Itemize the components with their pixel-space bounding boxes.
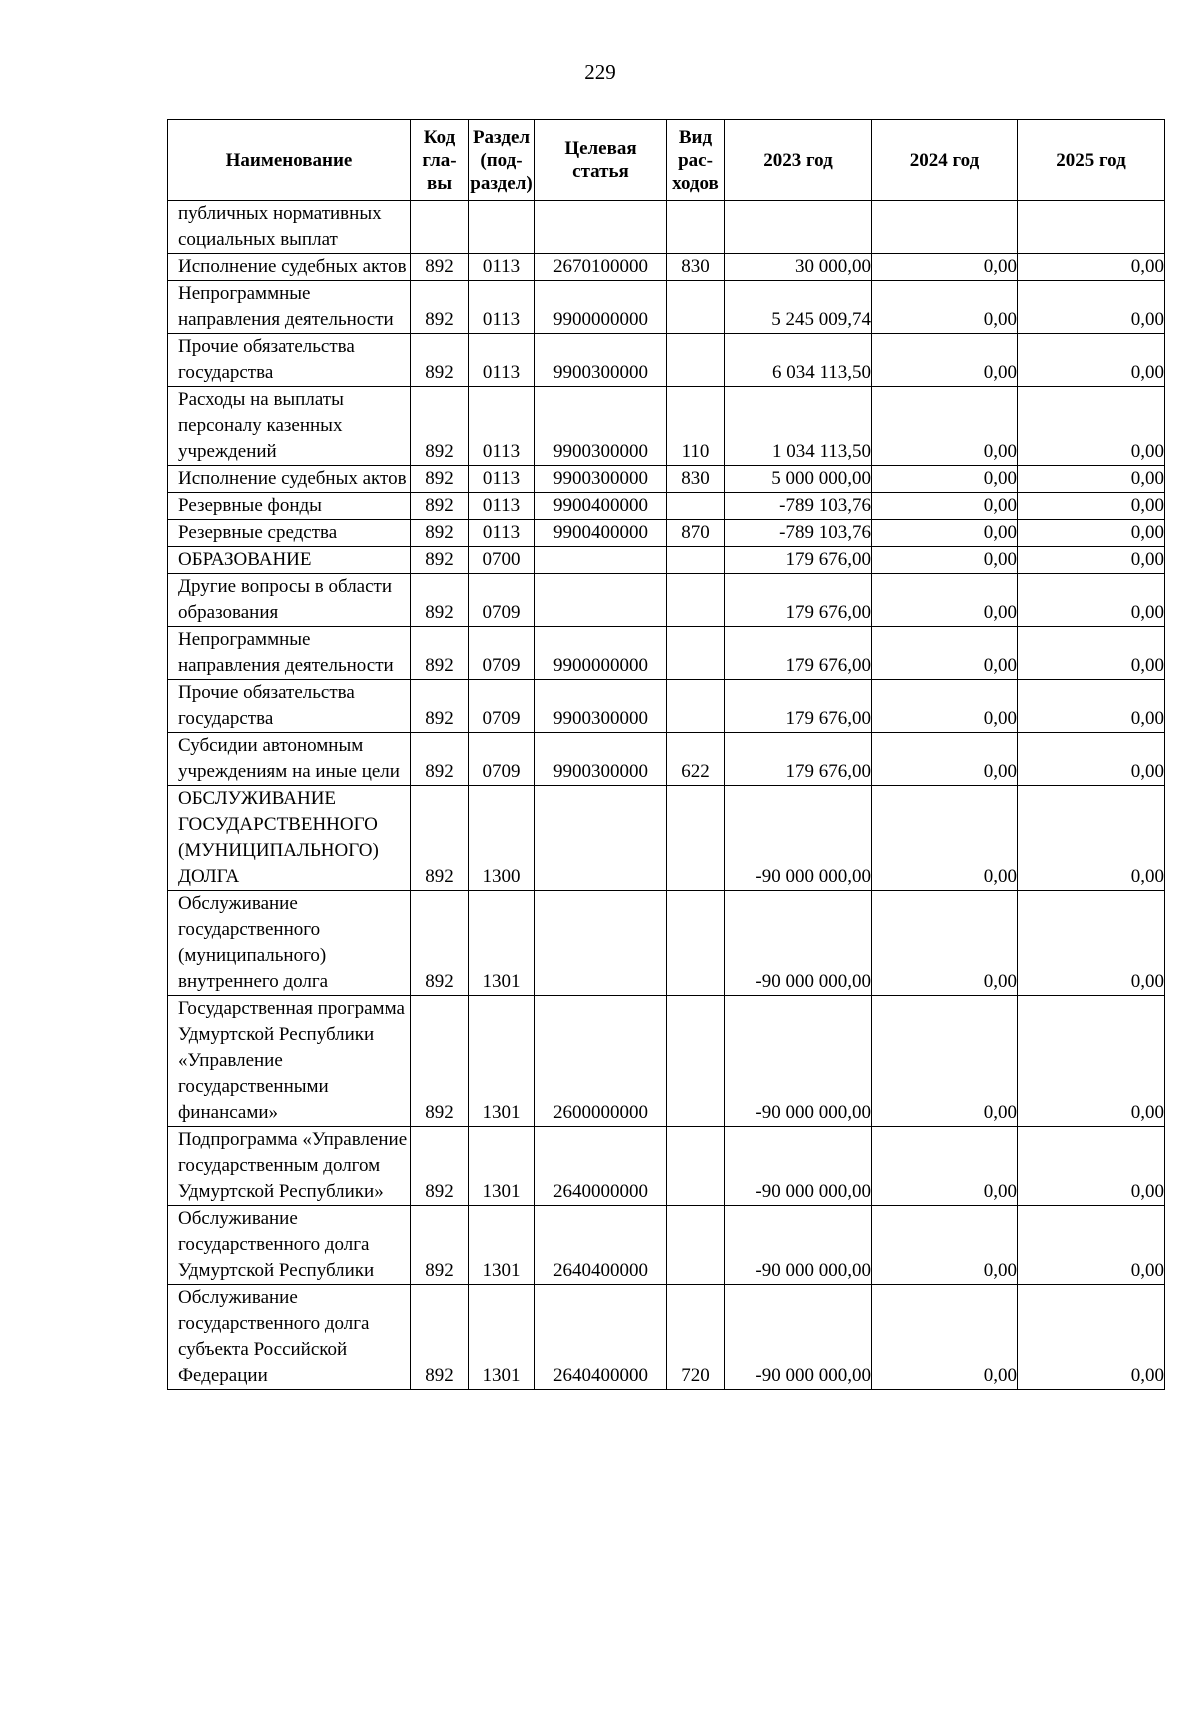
target-article-cell: 9900300000 [535,733,667,786]
name-cell: Прочие обязательства государства [168,680,411,733]
amount-2024-cell: 0,00 [872,786,1018,891]
header-name: Наименование [168,120,411,201]
chapter-code-cell: 892 [411,574,469,627]
chapter-code-cell [411,201,469,254]
header-target-article: Целевая статья [535,120,667,201]
section-cell: 1301 [469,1285,535,1390]
expense-type-cell [667,334,725,387]
amount-2023-cell: 1 034 113,50 [725,387,872,466]
name-cell: ОБРАЗОВАНИЕ [168,547,411,574]
target-article-cell: 9900400000 [535,520,667,547]
amount-2025-cell [1018,201,1165,254]
section-cell: 1301 [469,1127,535,1206]
name-cell: Государственная программа Удмуртской Республики «Управление государственными финансами» [168,996,411,1127]
amount-2025-cell: 0,00 [1018,891,1165,996]
target-article-cell: 9900300000 [535,387,667,466]
table-row [168,574,1165,627]
target-article-cell: 2640400000 [535,1285,667,1390]
name-cell: Другие вопросы в области образования [168,574,411,627]
section-cell: 1301 [469,891,535,996]
amount-2024-cell: 0,00 [872,493,1018,520]
amount-2025-cell: 0,00 [1018,466,1165,493]
chapter-code-cell: 892 [411,680,469,733]
target-article-cell: 2670100000 [535,254,667,281]
section-cell: 1301 [469,1206,535,1285]
chapter-code-cell: 892 [411,334,469,387]
target-article-cell [535,574,667,627]
expense-type-cell [667,786,725,891]
amount-2025-cell: 0,00 [1018,680,1165,733]
expense-type-cell: 720 [667,1285,725,1390]
table-row [168,1127,1165,1206]
expense-type-cell [667,1127,725,1206]
chapter-code-cell: 892 [411,281,469,334]
expense-type-cell: 830 [667,466,725,493]
amount-2023-cell: -90 000 000,00 [725,1206,872,1285]
expense-type-cell [667,1206,725,1285]
table-row [168,1206,1165,1285]
target-article-cell [535,891,667,996]
section-cell: 0709 [469,680,535,733]
amount-2025-cell: 0,00 [1018,334,1165,387]
section-cell: 0113 [469,466,535,493]
table-row [168,387,1165,466]
table-header [168,120,1165,201]
amount-2023-cell: -90 000 000,00 [725,996,872,1127]
expense-type-cell [667,574,725,627]
amount-2023-cell: -90 000 000,00 [725,786,872,891]
amount-2023-cell: -90 000 000,00 [725,1127,872,1206]
amount-2024-cell: 0,00 [872,1206,1018,1285]
expense-type-cell: 830 [667,254,725,281]
amount-2023-cell: 179 676,00 [725,733,872,786]
amount-2024-cell: 0,00 [872,466,1018,493]
expense-type-cell: 622 [667,733,725,786]
expense-type-cell [667,547,725,574]
table-row [168,891,1165,996]
chapter-code-cell: 892 [411,627,469,680]
amount-2024-cell: 0,00 [872,547,1018,574]
header-expense-type: Вид рас-ходов [667,120,725,201]
amount-2025-cell: 0,00 [1018,786,1165,891]
amount-2024-cell: 0,00 [872,574,1018,627]
name-cell: Исполнение судебных актов [168,254,411,281]
chapter-code-cell: 892 [411,254,469,281]
expense-type-cell [667,891,725,996]
expense-type-cell: 870 [667,520,725,547]
amount-2023-cell: -90 000 000,00 [725,891,872,996]
target-article-cell: 9900000000 [535,281,667,334]
chapter-code-cell: 892 [411,891,469,996]
amount-2025-cell: 0,00 [1018,627,1165,680]
amount-2024-cell: 0,00 [872,996,1018,1127]
chapter-code-cell: 892 [411,466,469,493]
table-row [168,733,1165,786]
name-cell: Обслуживание государственного (муниципального) внутреннего долга [168,891,411,996]
expense-type-cell [667,493,725,520]
section-cell: 0709 [469,733,535,786]
amount-2024-cell: 0,00 [872,627,1018,680]
amount-2025-cell: 0,00 [1018,520,1165,547]
expense-type-cell: 110 [667,387,725,466]
name-cell: Резервные средства [168,520,411,547]
amount-2024-cell: 0,00 [872,891,1018,996]
name-cell: Непрограммные направления деятельности [168,627,411,680]
amount-2023-cell: 5 245 009,74 [725,281,872,334]
amount-2025-cell: 0,00 [1018,733,1165,786]
page-number: 229 [584,60,616,84]
chapter-code-cell: 892 [411,1206,469,1285]
expense-type-cell [667,680,725,733]
section-cell: 0113 [469,520,535,547]
amount-2025-cell: 0,00 [1018,1127,1165,1206]
expense-type-cell [667,627,725,680]
amount-2025-cell: 0,00 [1018,574,1165,627]
amount-2023-cell: -90 000 000,00 [725,1285,872,1390]
section-cell: 1301 [469,996,535,1127]
amount-2025-cell: 0,00 [1018,493,1165,520]
section-cell: 1300 [469,786,535,891]
name-cell: Подпрограмма «Управление государственным долгом Удмуртской Республики» [168,1127,411,1206]
amount-2023-cell: 30 000,00 [725,254,872,281]
amount-2025-cell: 0,00 [1018,1206,1165,1285]
section-cell: 0113 [469,493,535,520]
name-cell: ОБСЛУЖИВАНИЕ ГОСУДАРСТВЕННОГО (МУНИЦИПАЛЬНОГО) ДОЛГА [168,786,411,891]
amount-2024-cell: 0,00 [872,334,1018,387]
target-article-cell: 2600000000 [535,996,667,1127]
amount-2024-cell: 0,00 [872,387,1018,466]
header-chapter-code: Код гла-вы [411,120,469,201]
table-row [168,547,1165,574]
header-year-2024: 2024 год [872,120,1018,201]
table-row [168,680,1165,733]
header-year-2025: 2025 год [1018,120,1165,201]
table-row [168,254,1165,281]
table-row [168,786,1165,891]
section-cell: 0113 [469,254,535,281]
amount-2025-cell: 0,00 [1018,996,1165,1127]
amount-2024-cell: 0,00 [872,281,1018,334]
name-cell: Расходы на выплаты персоналу казенных учреждений [168,387,411,466]
amount-2024-cell [872,201,1018,254]
amount-2023-cell: 179 676,00 [725,627,872,680]
expense-type-cell [667,201,725,254]
header-year-2023: 2023 год [725,120,872,201]
amount-2024-cell: 0,00 [872,680,1018,733]
target-article-cell: 9900300000 [535,466,667,493]
chapter-code-cell: 892 [411,733,469,786]
expense-type-cell [667,281,725,334]
amount-2025-cell: 0,00 [1018,254,1165,281]
chapter-code-cell: 892 [411,996,469,1127]
chapter-code-cell: 892 [411,786,469,891]
table-row [168,466,1165,493]
table-row [168,520,1165,547]
section-cell: 0709 [469,627,535,680]
amount-2024-cell: 0,00 [872,1285,1018,1390]
section-cell [469,201,535,254]
amount-2024-cell: 0,00 [872,733,1018,786]
table-row [168,201,1165,254]
amount-2023-cell: -789 103,76 [725,493,872,520]
table-row [168,334,1165,387]
table-body [168,201,1165,1390]
amount-2023-cell [725,201,872,254]
name-cell: Непрограммные направления деятельности [168,281,411,334]
chapter-code-cell: 892 [411,1285,469,1390]
name-cell: Обслуживание государственного долга субъекта Российской Федерации [168,1285,411,1390]
name-cell: Субсидии автономным учреждениям на иные цели [168,733,411,786]
amount-2024-cell: 0,00 [872,520,1018,547]
name-cell: Резервные фонды [168,493,411,520]
chapter-code-cell: 892 [411,520,469,547]
section-cell: 0113 [469,281,535,334]
amount-2025-cell: 0,00 [1018,1285,1165,1390]
amount-2025-cell: 0,00 [1018,281,1165,334]
table-row [168,281,1165,334]
name-cell: Обслуживание государственного долга Удмуртской Республики [168,1206,411,1285]
name-cell: Прочие обязательства государства [168,334,411,387]
target-article-cell: 9900300000 [535,334,667,387]
target-article-cell: 2640000000 [535,1127,667,1206]
amount-2024-cell: 0,00 [872,1127,1018,1206]
amount-2023-cell: -789 103,76 [725,520,872,547]
amount-2025-cell: 0,00 [1018,387,1165,466]
expense-type-cell [667,996,725,1127]
target-article-cell: 9900000000 [535,627,667,680]
target-article-cell: 2640400000 [535,1206,667,1285]
header-row [168,120,1165,201]
header-section: Раздел (под-раздел) [469,120,535,201]
table-row [168,1285,1165,1390]
chapter-code-cell: 892 [411,1127,469,1206]
section-cell: 0113 [469,334,535,387]
target-article-cell: 9900400000 [535,493,667,520]
name-cell: публичных нормативных социальных выплат [168,201,411,254]
target-article-cell [535,547,667,574]
chapter-code-cell: 892 [411,493,469,520]
target-article-cell [535,201,667,254]
amount-2023-cell: 179 676,00 [725,547,872,574]
table-row [168,493,1165,520]
chapter-code-cell: 892 [411,547,469,574]
section-cell: 0700 [469,547,535,574]
section-cell: 0709 [469,574,535,627]
section-cell: 0113 [469,387,535,466]
amount-2025-cell: 0,00 [1018,547,1165,574]
amount-2023-cell: 5 000 000,00 [725,466,872,493]
amount-2023-cell: 179 676,00 [725,680,872,733]
budget-table [167,119,1165,1390]
name-cell: Исполнение судебных актов [168,466,411,493]
target-article-cell [535,786,667,891]
table-row [168,627,1165,680]
amount-2023-cell: 6 034 113,50 [725,334,872,387]
amount-2023-cell: 179 676,00 [725,574,872,627]
target-article-cell: 9900300000 [535,680,667,733]
chapter-code-cell: 892 [411,387,469,466]
amount-2024-cell: 0,00 [872,254,1018,281]
table-row [168,996,1165,1127]
